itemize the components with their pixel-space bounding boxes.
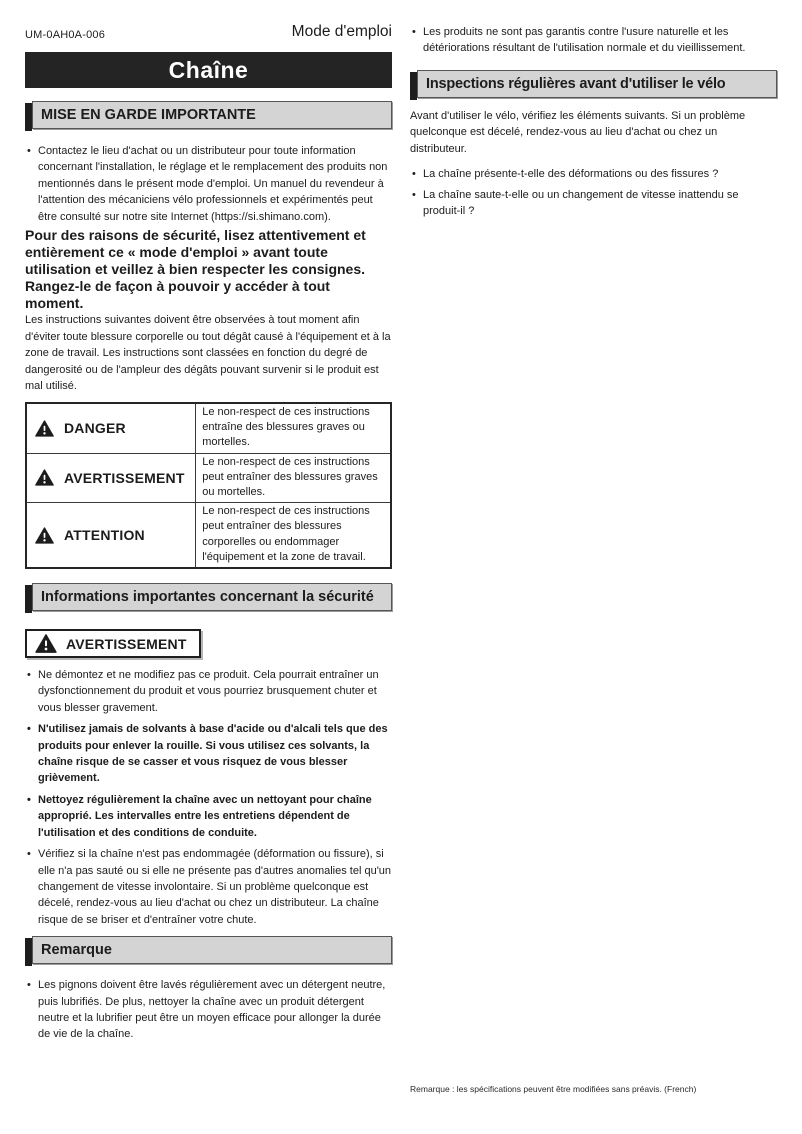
list-item: • Ne démontez et ne modifiez pas ce produit. Cela pourrait entraîner un dysfonctionnement du produit et vous pourriez brusquement chuter et vous blesser gravement. xyxy=(25,667,392,716)
right-column xyxy=(410,0,777,220)
warranty-list xyxy=(410,0,777,57)
hazard-label: ATTENTION xyxy=(64,527,145,544)
section-heading-bar xyxy=(25,585,32,613)
safety-bullet-list xyxy=(25,667,392,928)
inspections-list xyxy=(410,166,777,220)
list-item: • N'utilisez jamais de solvants à base d'acide ou d'alcali tels que des produits pour enlever la rouille. Si vous utilisez ces solvants, la chaîne risque de se casser et vous risquez de vous blesser grièvement. xyxy=(25,721,392,787)
section-heading-bar xyxy=(25,938,32,966)
section-heading-label: MISE EN GARDE IMPORTANTE xyxy=(32,101,392,129)
hazard-description: Le non-respect de ces instructions entraîne des blessures graves ou mortelles. xyxy=(196,403,391,453)
warning-box xyxy=(25,629,201,658)
warning-icon xyxy=(35,420,54,437)
warning-icon xyxy=(35,634,57,653)
warning-box-container xyxy=(25,629,392,658)
safety-bold-statement: Pour des raisons de sécurité, lisez attentivement et entièrement ce « mode d'emploi » avant toute utilisation et veillez à bien respecter les consignes. Rangez-le de façon à pouvoir y accéder à tout moment. xyxy=(25,227,366,312)
instructions-intro-paragraph: Les instructions suivantes doivent être observées à tout moment afin d'éviter toute blessure corporelle ou tout dégât causé à l'équipement et à la zone de travail. Les instructions sont classées en fonction du degré de dangerosité ou de l'ampleur des dégâts pouvant survenir si le produit est mal utilisé. xyxy=(25,314,391,393)
list-item: • Les produits ne sont pas garantis contre l'usure naturelle et les détériorations résultant de l'utilisation normale et du vieillissement. xyxy=(410,24,777,57)
list-item: • Vérifiez si la chaîne n'est pas endommagée (déformation ou fissure), si elle n'a pas sauté ou si elle ne présente pas d'autres anomalies tel qu'un changement de vitesse involontaire. Si un problème quelconque est décelé, rendez-vous au lieu d'achat ou chez un distributeur. La chaîne risque de se briser et d'entraîner votre chute. xyxy=(25,846,392,928)
table-row xyxy=(26,403,391,453)
table-row xyxy=(26,453,391,503)
document-type-label: Mode d'emploi xyxy=(291,23,392,40)
document-number: UM-0AH0A-006 xyxy=(25,29,106,41)
section-heading-label: Remarque xyxy=(32,936,392,964)
document-header xyxy=(25,0,392,41)
hazard-description: Le non-respect de ces instructions peut entraîner des blessures graves ou mortelles. xyxy=(196,453,391,503)
section-heading-bar xyxy=(410,72,417,100)
hazard-label: DANGER xyxy=(64,420,126,437)
list-item: • La chaîne saute-t-elle ou un changement de vitesse inattendu se produit-il ? xyxy=(410,187,777,220)
section-heading-label: Inspections régulières avant d'utiliser le vélo xyxy=(417,70,777,98)
section-heading-bar xyxy=(25,103,32,131)
remarque-list xyxy=(25,977,392,1043)
warning-icon xyxy=(35,469,54,486)
mise-en-garde-list xyxy=(25,143,392,225)
list-item: • Les pignons doivent être lavés régulièrement avec un détergent neutre, puis lubrifiés. De plus, nettoyer la chaîne avec un produit détergent neutre et la lubrifier peut être un moyen efficace pour allonger la durée de vie de la chaîne. xyxy=(25,977,392,1043)
warning-box-label: AVERTISSEMENT xyxy=(66,635,187,652)
list-item: • Nettoyez régulièrement la chaîne avec un nettoyant pour chaîne approprié. Les intervalles entre les entretiens dépendent de l'utilisation et des conditions de conduite. xyxy=(25,792,392,841)
hazard-description: Le non-respect de ces instructions peut entraîner des blessures corporelles ou endommager l'équipement et la zone de travail. xyxy=(196,503,391,568)
table-row xyxy=(26,503,391,568)
left-column xyxy=(25,0,392,1043)
warning-icon xyxy=(35,527,54,544)
list-item: • La chaîne présente-t-elle des déformations ou des fissures ? xyxy=(410,166,777,182)
hazard-level-table xyxy=(25,402,392,569)
list-item: • Contactez le lieu d'achat ou un distributeur pour toute information concernant l'installation, le réglage et le remplacement des produits non mentionnés dans le présent mode d'emploi. Un manuel du revendeur à l'attention des mécaniciens vélo professionnels et expérimentés peut être consulté sur notre site Internet (https://si.shimano.com). xyxy=(25,143,392,225)
section-heading-remarque xyxy=(25,936,392,964)
section-heading-mise-en-garde xyxy=(25,101,392,129)
inspections-intro-paragraph: Avant d'utiliser le vélo, vérifiez les éléments suivants. Si un problème quelconque est décelé, rendez-vous au lieu d'achat ou chez un distributeur. xyxy=(410,109,746,155)
section-heading-label: Informations importantes concernant la sécurité xyxy=(32,583,392,611)
page-title: Chaîne xyxy=(25,52,392,88)
footer-note: Remarque : les spécifications peuvent être modifiées sans préavis. (French) xyxy=(410,1084,697,1094)
section-heading-informations-securite xyxy=(25,583,392,611)
hazard-label: AVERTISSEMENT xyxy=(64,469,185,486)
section-heading-inspections xyxy=(410,70,777,98)
